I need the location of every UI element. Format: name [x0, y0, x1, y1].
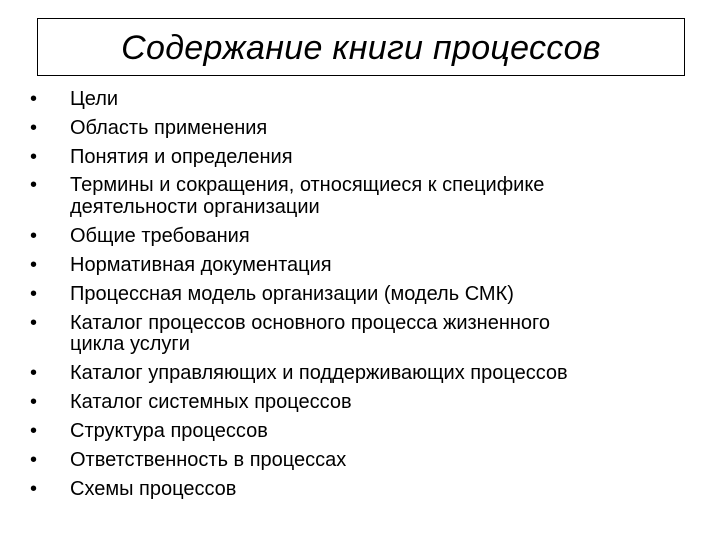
- list-item-text: [70, 359, 690, 388]
- bullet-icon: •: [30, 282, 38, 305]
- list-item: [30, 475, 690, 504]
- list-item: [30, 280, 690, 309]
- list-item: [30, 143, 690, 172]
- list-item-text: [70, 114, 690, 143]
- bullet-icon: •: [30, 225, 38, 248]
- list-item-text: [70, 388, 690, 417]
- list-item-line: Схемы процессов: [70, 477, 237, 500]
- list-item: [30, 114, 690, 143]
- list-item-line: деятельности организации: [70, 196, 320, 219]
- slide-title: Содержание книги процессов: [121, 28, 601, 67]
- list-item-line: Каталог системных процессов: [70, 391, 352, 414]
- bullet-list: [30, 85, 690, 503]
- bullet-icon: •: [30, 419, 38, 442]
- list-item: [30, 446, 690, 475]
- list-item-line: Нормативная документация: [70, 253, 332, 276]
- bullet-icon: •: [30, 391, 38, 414]
- title-box: [37, 18, 685, 76]
- list-item-line: Структура процессов: [70, 419, 268, 442]
- bullet-icon: •: [30, 477, 38, 500]
- list-item-text: [70, 309, 690, 360]
- bullet-icon: •: [30, 253, 38, 276]
- bullet-icon: •: [30, 174, 38, 197]
- bullet-icon: •: [30, 362, 38, 385]
- list-item-line: цикла услуги: [70, 333, 190, 356]
- list-item-line: Каталог процессов основного процесса жизненного: [70, 311, 551, 334]
- list-item: [30, 417, 690, 446]
- list-item-text: [70, 475, 690, 504]
- list-item-line: Цели: [70, 88, 119, 110]
- list-item-line: Область применения: [70, 116, 268, 139]
- list-item-line: Процессная модель организации (модель СМК): [70, 282, 514, 305]
- list-item-text: [70, 143, 690, 172]
- list-item-line: Каталог управляющих и поддерживающих процессов: [70, 362, 568, 385]
- list-item-text: [70, 417, 690, 446]
- list-item-line: Ответственность в процессах: [70, 448, 347, 471]
- list-item: [30, 359, 690, 388]
- list-item-text: [70, 85, 690, 114]
- list-item: [30, 309, 690, 360]
- list-item-text: [70, 446, 690, 475]
- list-item-line: Термины и сокращения, относящиеся к специфике: [70, 174, 545, 197]
- bullet-icon: •: [30, 88, 38, 110]
- list-item-text: [70, 171, 690, 222]
- list-item-text: [70, 280, 690, 309]
- list-item: [30, 171, 690, 222]
- list-item-text: [70, 251, 690, 280]
- list-item-line: Понятия и определения: [70, 145, 293, 168]
- list-item: [30, 251, 690, 280]
- list-item: [30, 222, 690, 251]
- bullet-icon: •: [30, 145, 38, 168]
- bullet-icon: •: [30, 448, 38, 471]
- list-item: [30, 85, 690, 114]
- list-item: [30, 388, 690, 417]
- list-item-text: [70, 222, 690, 251]
- bullet-icon: •: [30, 311, 38, 334]
- list-item-line: Общие требования: [70, 225, 250, 248]
- bullet-icon: •: [30, 116, 38, 139]
